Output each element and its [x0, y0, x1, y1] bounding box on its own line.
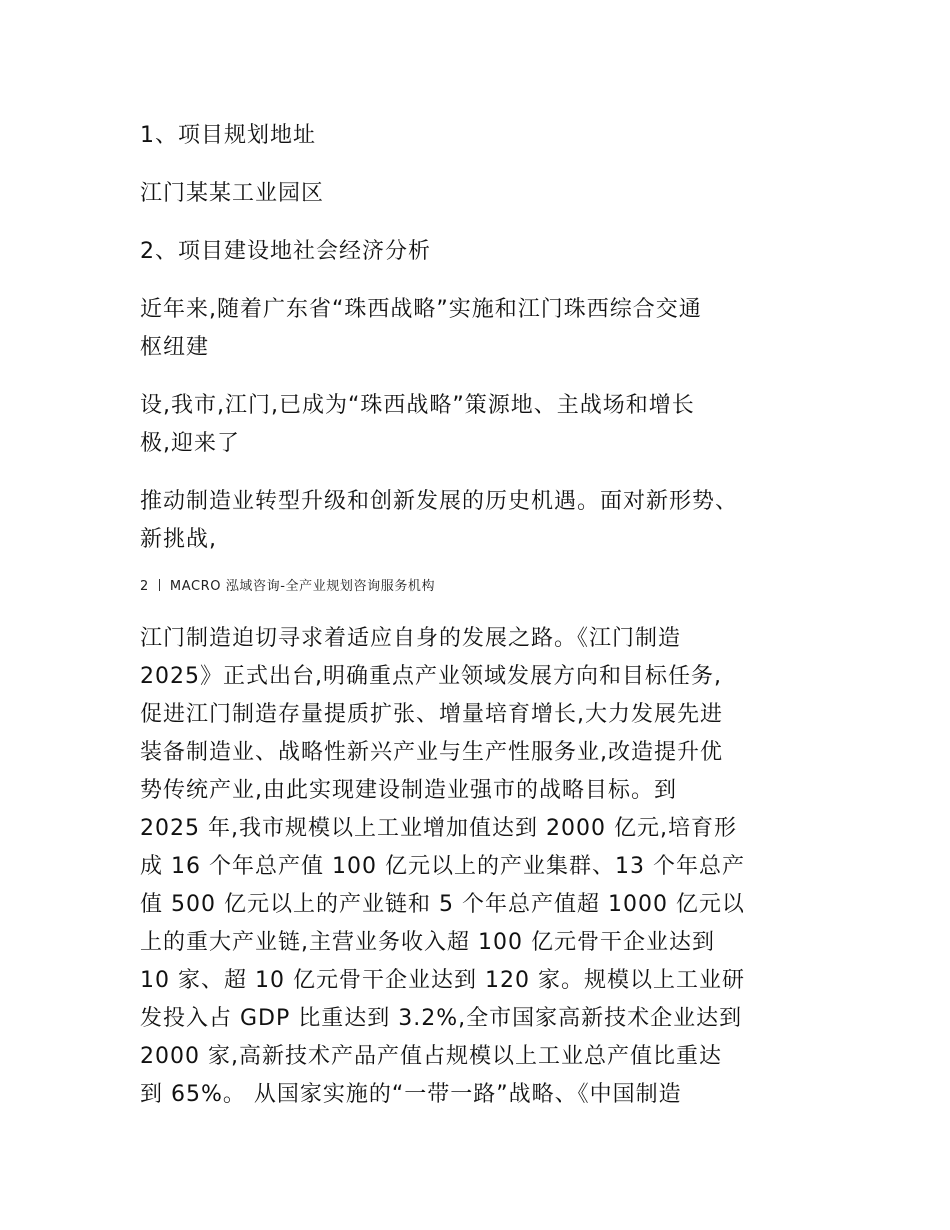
body-line: 装备制造业、战略性新兴产业与生产性服务业,改造提升优 [140, 740, 723, 765]
paragraph-line: 近年来,随着广东省“珠西战略”实施和江门珠西综合交通 [140, 297, 702, 322]
page-footer [140, 578, 435, 596]
body-line: 促进江门制造存量提质扩张、增量培育增长,大力发展先进 [140, 702, 723, 727]
body-line: 10 家、超 10 亿元骨干企业达到 120 家。规模以上工业研 [140, 968, 745, 993]
footer-divider [159, 579, 160, 591]
body-line: 江门制造迫切寻求着适应自身的发展之路。《江门制造 [140, 626, 682, 651]
paragraph-line: 设,我市,江门,已成为“珠西战略”策源地、主战场和增长 [140, 393, 695, 418]
section-heading-location: 1、项目规划地址 [140, 123, 316, 148]
paragraph-line: 枢纽建 [140, 335, 210, 360]
location-text: 江门某某工业园区 [140, 181, 325, 206]
body-line: 2025》正式出台,明确重点产业领域发展方向和目标任务, [140, 664, 722, 689]
paragraph-line: 极,迎来了 [140, 431, 240, 456]
paragraph-line: 推动制造业转型升级和创新发展的历史机遇。面对新形势、 [140, 489, 739, 514]
footer-text: MACRO 泓域咨询-全产业规划咨询服务机构 [169, 579, 436, 594]
page-number: 2 [140, 579, 149, 594]
body-line: 2000 家,高新技术产品产值占规模以上工业总产值比重达 [140, 1044, 722, 1069]
body-line: 发投入占 GDP 比重达到 3.2%,全市国家高新技术企业达到 [140, 1006, 743, 1031]
body-line: 势传统产业,由此实现建设制造业强市的战略目标。到 [140, 778, 677, 803]
section-heading-economy: 2、项目建设地社会经济分析 [140, 239, 431, 264]
body-line: 值 500 亿元以上的产业链和 5 个年总产值超 1000 亿元以 [140, 892, 745, 917]
body-line: 2025 年,我市规模以上工业增加值达到 2000 亿元,培育形 [140, 816, 737, 841]
paragraph-line: 新挑战, [140, 527, 217, 552]
body-line: 成 16 个年总产值 100 亿元以上的产业集群、13 个年总产 [140, 854, 745, 879]
body-line: 到 65%。 从国家实施的“一带一路”战略、《中国制造 [140, 1082, 682, 1107]
body-line: 上的重大产业链,主营业务收入超 100 亿元骨干企业达到 [140, 930, 715, 955]
